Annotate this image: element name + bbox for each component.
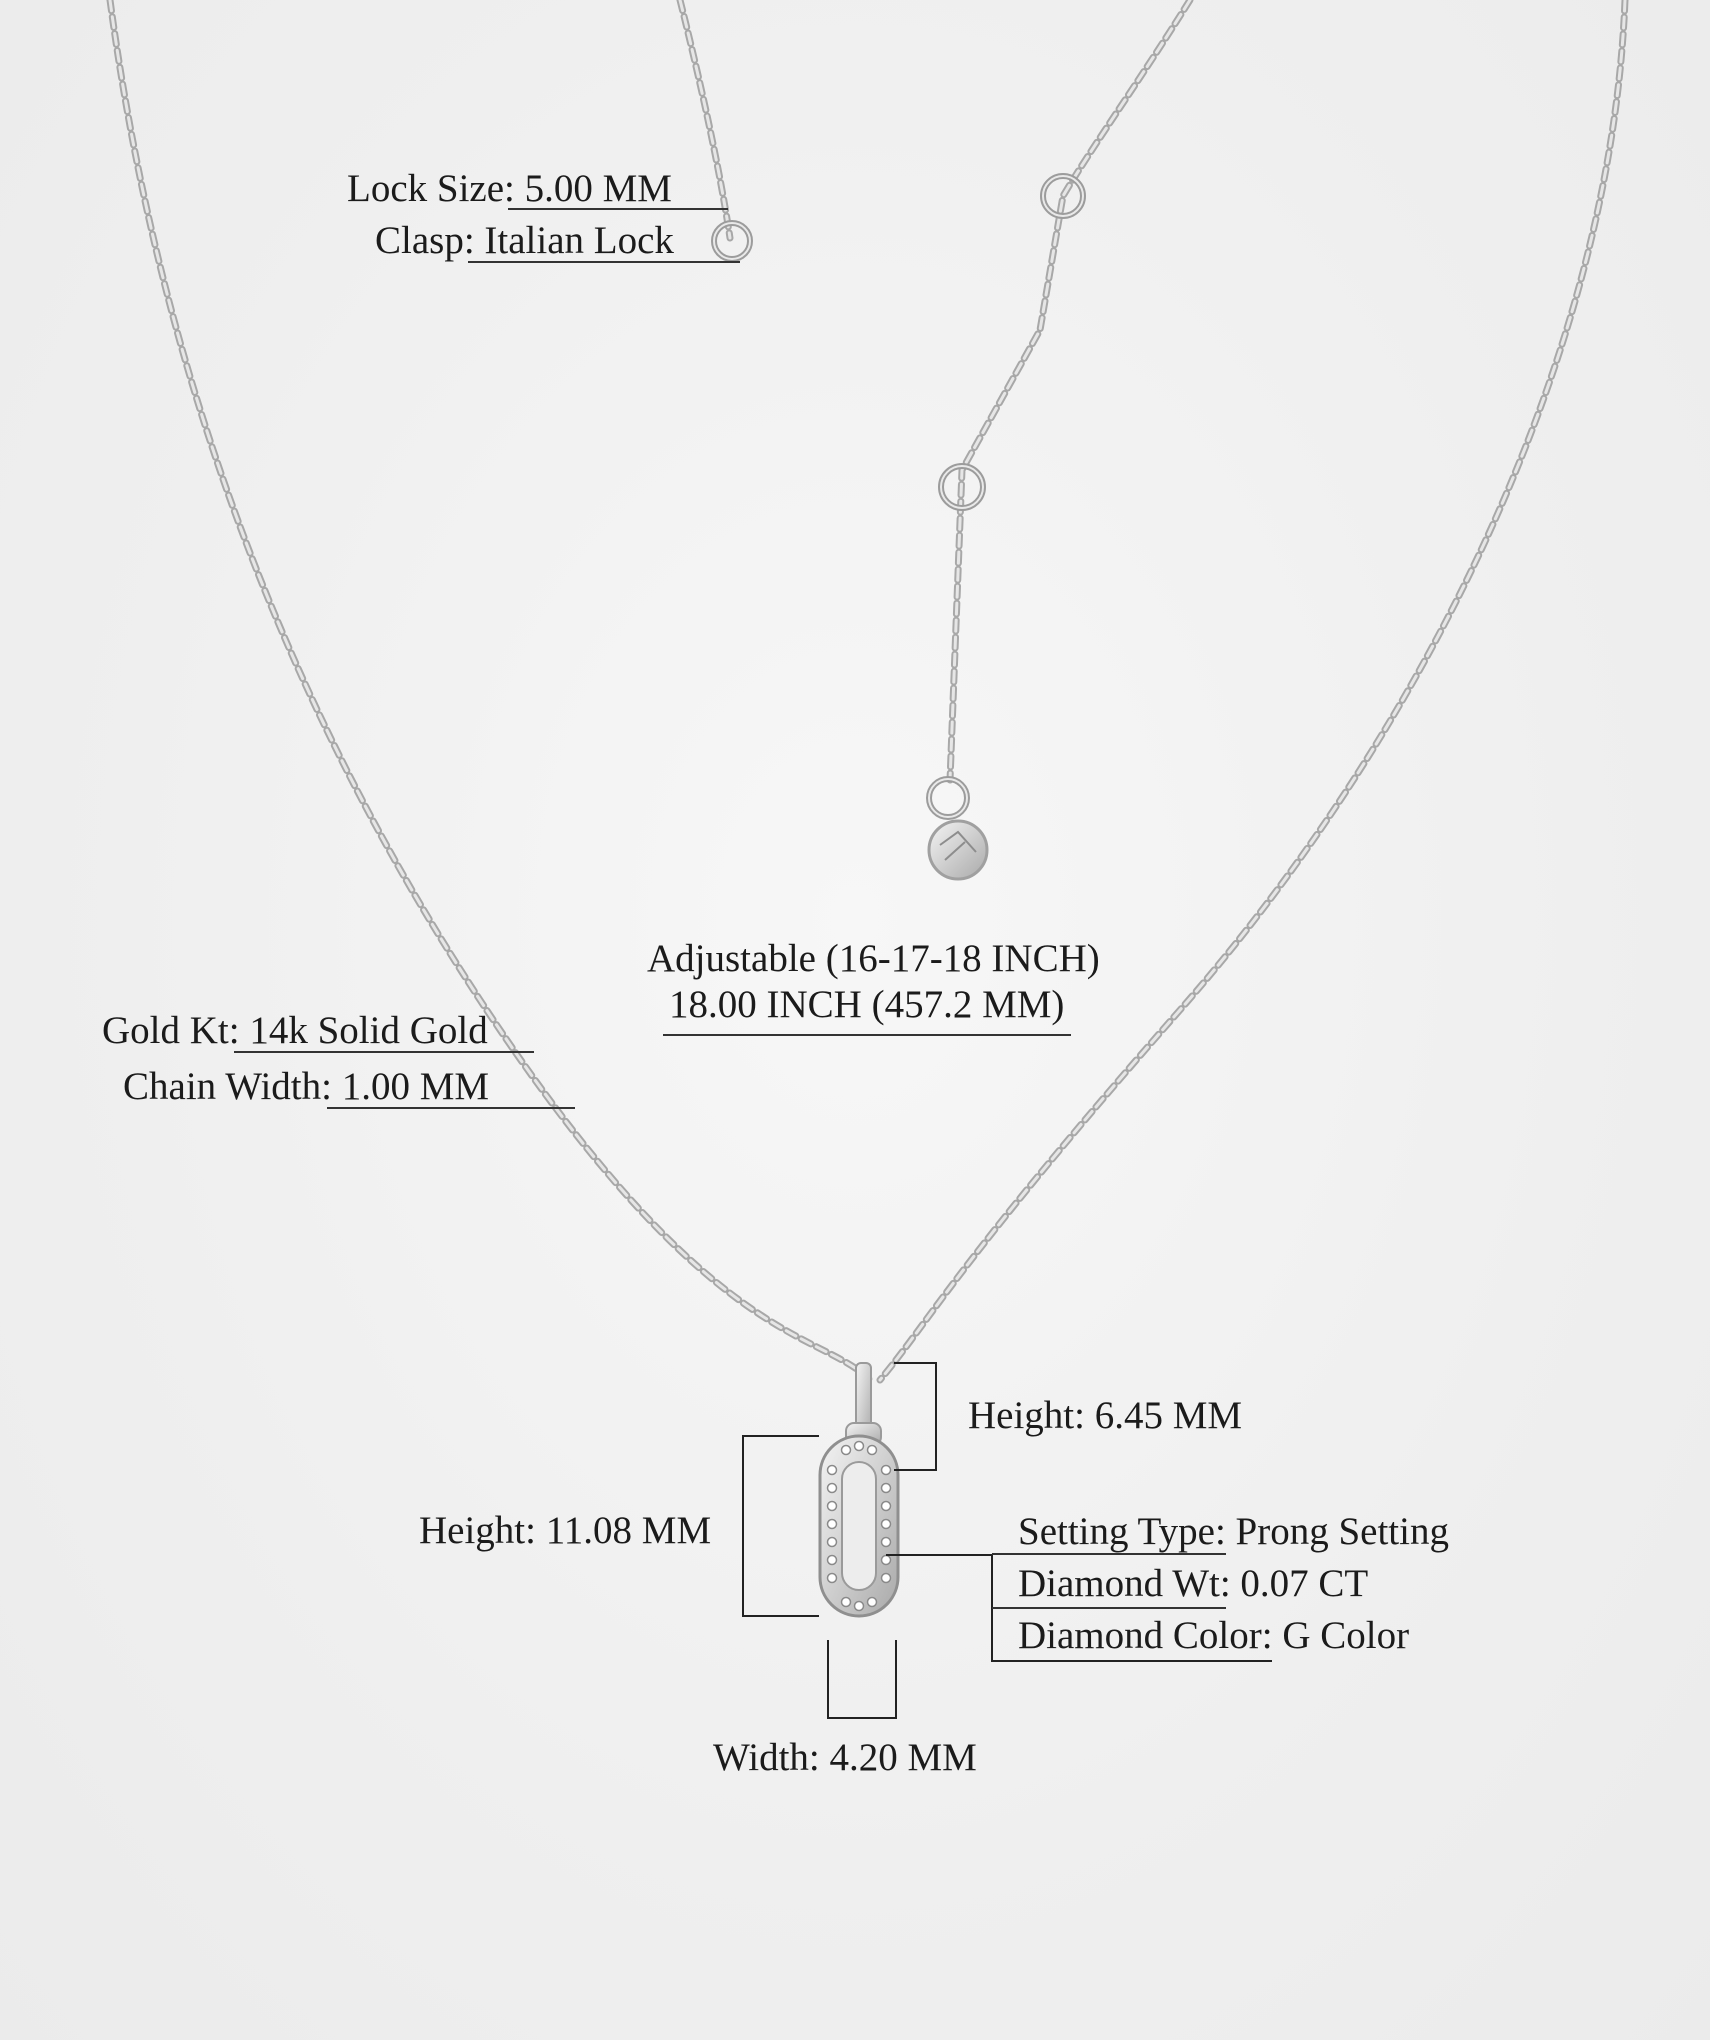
pendant (820, 1363, 898, 1616)
chain-right-strand (880, 0, 1625, 1380)
extender-end-tag (929, 821, 987, 879)
lock-size-key: Lock Size: (347, 167, 515, 210)
chain-length-underline (663, 1034, 1071, 1036)
lock-size-underline (508, 208, 728, 210)
chain-length-label: 18.00 INCH (457.2 MM) (669, 983, 1065, 1026)
gold-kt-label (102, 1008, 488, 1054)
clasp-type-underline (468, 261, 740, 263)
lock-size-label (347, 166, 672, 212)
lock-size-value: 5.00 MM (524, 167, 672, 210)
clasp-rings (714, 176, 1083, 817)
clasp-type-value: Italian Lock (484, 219, 674, 262)
adjustable-length-label: Adjustable (16-17-18 INCH) (647, 937, 1100, 980)
chain-extender (950, 0, 1190, 780)
pendant-height-label: Height: 11.08 MM (419, 1509, 712, 1552)
pendant-height-bracket (743, 1436, 819, 1616)
gold-kt-value: 14k Solid Gold (249, 1009, 488, 1052)
chain-width-key: Chain Width: (123, 1065, 332, 1108)
diamond-wt-key: Diamond Wt: (1018, 1562, 1231, 1605)
gold-kt-underline (234, 1051, 534, 1053)
diamond-wt-underline (992, 1607, 1226, 1609)
bail-height-label: Height: 6.45 MM (968, 1394, 1243, 1437)
diamond-color-value: G Color (1282, 1614, 1410, 1657)
chain-width-underline (327, 1107, 575, 1109)
diamond-wt-value: 0.07 CT (1240, 1562, 1369, 1605)
diamond-wt-label (1018, 1561, 1368, 1607)
setting-type-underline (992, 1553, 1226, 1555)
setting-type-label (1018, 1509, 1449, 1555)
width-bracket (828, 1640, 896, 1718)
pendant-width-label: Width: 4.20 MM (713, 1736, 977, 1779)
diamond-color-label (1018, 1613, 1409, 1659)
setting-type-key: Setting Type: (1018, 1510, 1226, 1553)
setting-type-value: Prong Setting (1235, 1510, 1449, 1553)
clasp-type-key: Clasp: (375, 219, 475, 262)
chain-width-label (123, 1064, 489, 1110)
clasp-type-label (375, 218, 674, 264)
bail-height-bracket (894, 1363, 936, 1470)
diamond-color-key: Diamond Color: (1018, 1614, 1273, 1657)
chain-width-value: 1.00 MM (341, 1065, 490, 1108)
chain (110, 0, 1625, 1380)
gold-kt-key: Gold Kt: (102, 1009, 240, 1052)
